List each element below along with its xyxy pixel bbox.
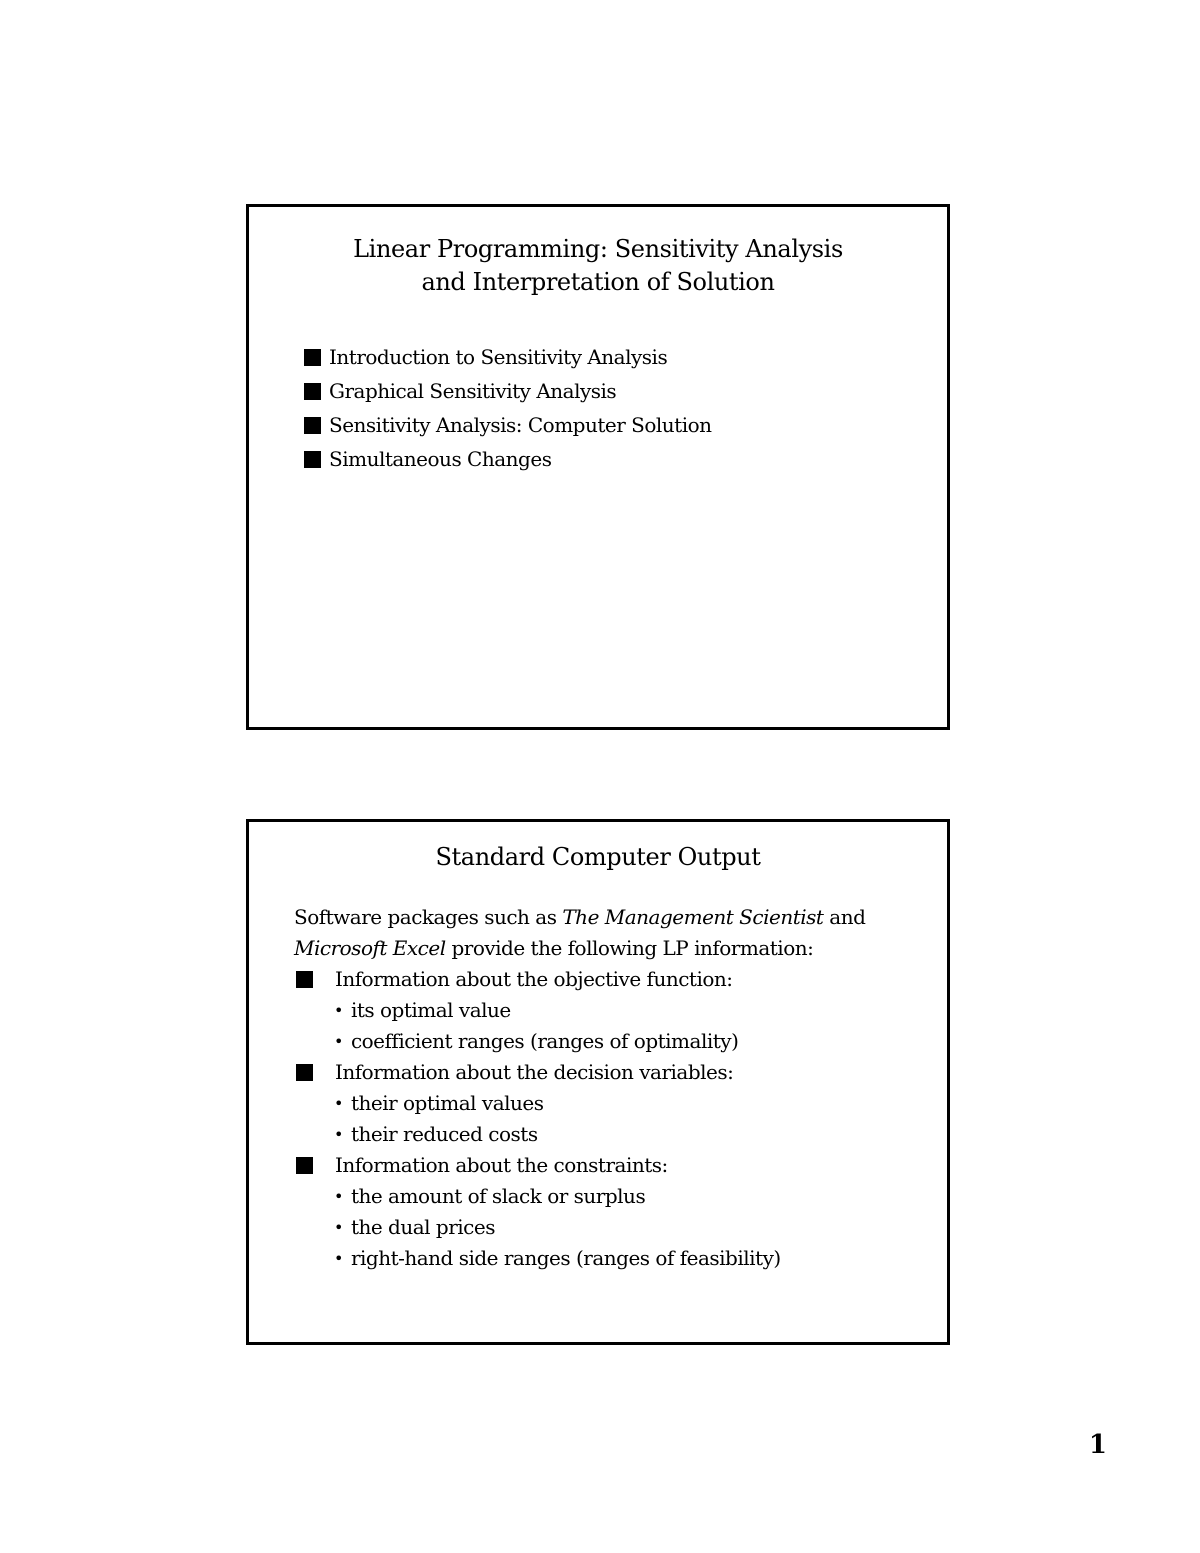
- sub-bullet-text: the amount of slack or surplus: [350, 1184, 646, 1208]
- slide-1-bullet: [304, 442, 712, 476]
- intro-italic-product: Microsoft Excel: [294, 936, 446, 960]
- dot-bullet-icon: •: [334, 1031, 343, 1051]
- sub-bullet-text: their optimal values: [350, 1091, 544, 1115]
- square-bullet-icon: [296, 1064, 313, 1081]
- slide-1-title: [249, 233, 947, 299]
- sub-bullet-list: [296, 995, 781, 1057]
- sub-bullet-list: [296, 1088, 781, 1150]
- slide-1-bullet: [304, 340, 712, 374]
- info-group-constraints: [296, 1150, 781, 1274]
- sub-bullet: [334, 1181, 781, 1212]
- sub-bullet-text: coefficient ranges (ranges of optimality): [350, 1029, 739, 1053]
- sub-bullet: [334, 1088, 781, 1119]
- slide-1-title-line-1: Linear Programming: Sensitivity Analysis: [353, 235, 843, 263]
- sub-bullet-text: its optimal value: [350, 998, 511, 1022]
- page-number: 1: [1088, 1430, 1107, 1460]
- intro-text: and: [823, 905, 866, 929]
- slide-1-bullet-text: Introduction to Sensitivity Analysis: [329, 345, 668, 369]
- info-group-decision-variables: [296, 1057, 781, 1150]
- square-bullet-icon: [304, 383, 321, 400]
- sub-bullet: [334, 1212, 781, 1243]
- square-bullet-icon: [296, 971, 313, 988]
- slide-2-title: Standard Computer Output: [435, 843, 761, 871]
- intro-text: provide the following LP information:: [445, 936, 814, 960]
- intro-text: Software packages such as: [294, 905, 563, 929]
- dot-bullet-icon: •: [334, 1186, 343, 1206]
- sub-bullet: [334, 995, 781, 1026]
- intro-italic-product: The Management Scientist: [562, 905, 824, 929]
- sub-bullet-list: [296, 1181, 781, 1274]
- slide-1-bullet: [304, 374, 712, 408]
- dot-bullet-icon: •: [334, 1124, 343, 1144]
- square-bullet-icon: [304, 349, 321, 366]
- slide-1-bullet-text: Simultaneous Changes: [329, 447, 552, 471]
- slide-2: [246, 819, 950, 1345]
- slide-1-bullet: [304, 408, 712, 442]
- square-bullet-icon: [304, 417, 321, 434]
- group-heading: [296, 1150, 781, 1181]
- sub-bullet: [334, 1243, 781, 1274]
- slide-2-intro: [294, 902, 865, 964]
- group-heading-text: Information about the decision variables:: [335, 1060, 734, 1084]
- group-heading-text: Information about the objective function:: [335, 967, 733, 991]
- dot-bullet-icon: •: [334, 1093, 343, 1113]
- info-group-objective: [296, 964, 781, 1057]
- sub-bullet: [334, 1119, 781, 1150]
- sub-bullet-text: their reduced costs: [350, 1122, 538, 1146]
- slide-1-bullet-text: Sensitivity Analysis: Computer Solution: [329, 413, 712, 437]
- sub-bullet-text: right-hand side ranges (ranges of feasibility): [350, 1246, 781, 1270]
- slide-1-bullet-list: [304, 340, 712, 476]
- dot-bullet-icon: •: [334, 1217, 343, 1237]
- square-bullet-icon: [304, 451, 321, 468]
- dot-bullet-icon: •: [334, 1000, 343, 1020]
- dot-bullet-icon: •: [334, 1248, 343, 1268]
- group-heading: [296, 964, 781, 995]
- slide-1: [246, 204, 950, 730]
- group-heading: [296, 1057, 781, 1088]
- slide-1-title-line-2: and Interpretation of Solution: [421, 268, 775, 296]
- slide-2-intro-line-1: [294, 902, 865, 933]
- square-bullet-icon: [296, 1157, 313, 1174]
- slide-2-group-list: [296, 964, 781, 1274]
- group-heading-text: Information about the constraints:: [335, 1153, 668, 1177]
- slide-2-intro-line-2: [294, 933, 865, 964]
- sub-bullet: [334, 1026, 781, 1057]
- slide-1-bullet-text: Graphical Sensitivity Analysis: [329, 379, 617, 403]
- sub-bullet-text: the dual prices: [350, 1215, 495, 1239]
